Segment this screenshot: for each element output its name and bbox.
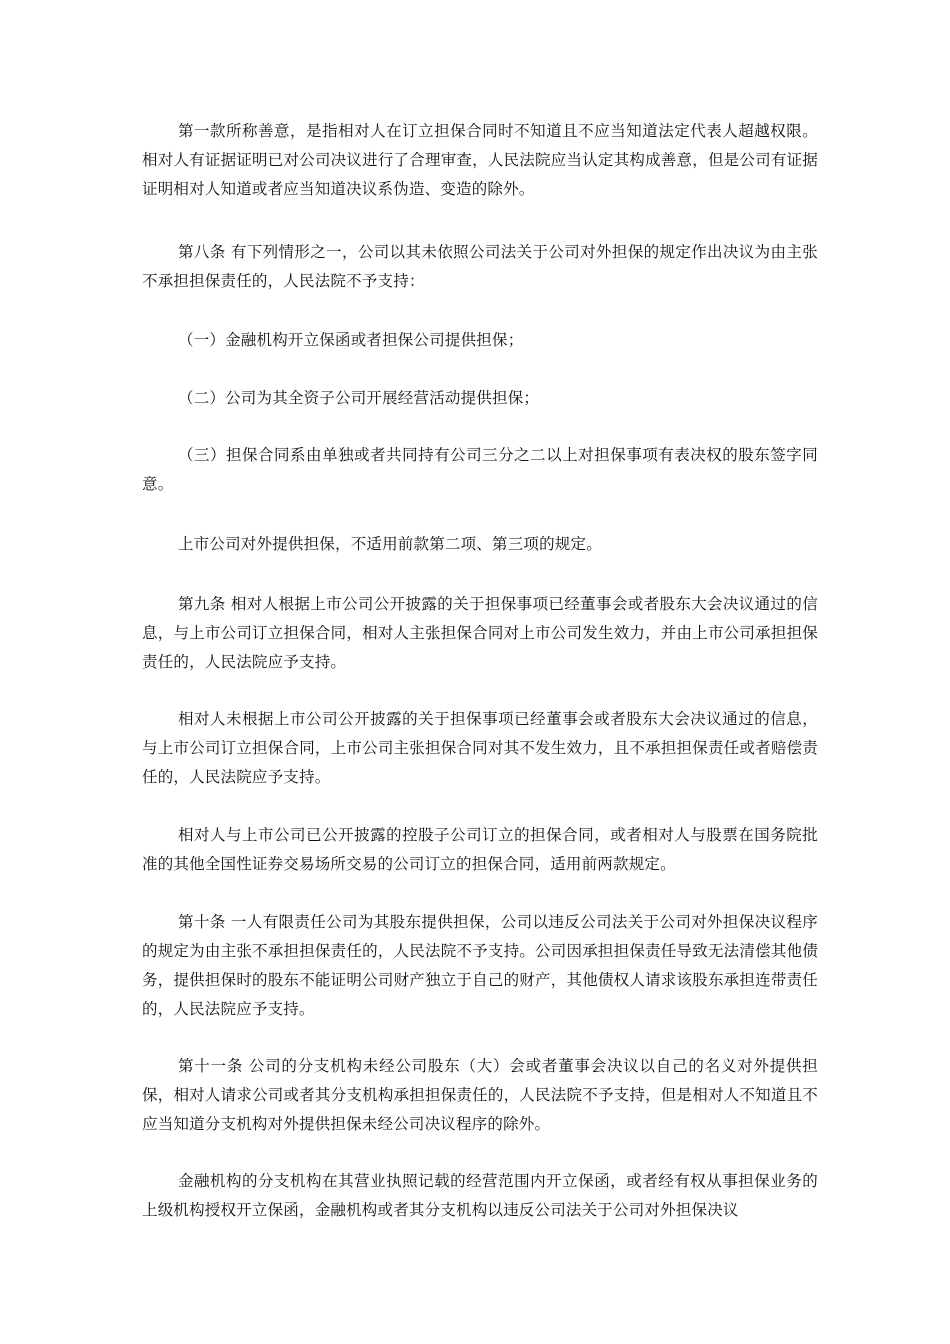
paragraph-financial-branch: 金融机构的分支机构在其营业执照记载的经营范围内开立保函，或者经有权从事担保业务的上级机构授权开立保函，金融机构或者其分支机构以违反公司法关于公司对外担保决议	[142, 1172, 818, 1219]
paragraph-good-faith: 第一款所称善意，是指相对人在订立担保合同时不知道且不应当知道法定代表人超越权限。相对人有证据证明已对公司决议进行了合理审查，人民法院应当认定其构成善意，但是公司有证据证明相对人知道或者应当知道决议系伪造、变造的除外。	[142, 122, 818, 198]
paragraph-listed-company-note: 上市公司对外提供担保，不适用前款第二项、第三项的规定。	[178, 535, 602, 553]
paragraph-article-9: 第九条 相对人根据上市公司公开披露的关于担保事项已经董事会或者股东大会决议通过的信息，与上市公司订立担保合同，相对人主张担保合同对上市公司发生效力，并由上市公司承担担保责任的，人民法院应予支持。	[142, 595, 818, 671]
paragraph-article-10: 第十条 一人有限责任公司为其股东提供担保，公司以违反公司法关于公司对外担保决议程序的规定为由主张不承担担保责任的，人民法院不予支持。公司因承担担保责任导致无法清偿其他债务，提供担保时的股东不能证明公司财产独立于自己的财产，其他债权人请求该股东承担连带责任的，人民法院应予支持。	[142, 913, 818, 1018]
paragraph-article-11: 第十一条 公司的分支机构未经公司股东（大）会或者董事会决议以自己的名义对外提供担保，相对人请求公司或者其分支机构承担担保责任的，人民法院不予支持，但是相对人不知道且不应当知道分支机构对外提供担保未经公司决议程序的除外。	[142, 1057, 818, 1133]
paragraph-article-9-third: 相对人与上市公司已公开披露的控股子公司订立的担保合同，或者相对人与股票在国务院批准的其他全国性证券交易场所交易的公司订立的担保合同，适用前两款规定。	[142, 826, 818, 873]
paragraph-article-9-second: 相对人未根据上市公司公开披露的关于担保事项已经董事会或者股东大会决议通过的信息，与上市公司订立担保合同，上市公司主张担保合同对其不发生效力，且不承担担保责任或者赔偿责任的，人民法院应予支持。	[142, 710, 818, 786]
paragraph-item-3: （三）担保合同系由单独或者共同持有公司三分之二以上对担保事项有表决权的股东签字同意。	[142, 446, 818, 493]
paragraph-item-1: （一）金融机构开立保函或者担保公司提供担保；	[178, 331, 524, 349]
paragraph-item-2: （二）公司为其全资子公司开展经营活动提供担保；	[178, 389, 540, 407]
paragraph-article-8: 第八条 有下列情形之一，公司以其未依照公司法关于公司对外担保的规定作出决议为由主张不承担担保责任的，人民法院不予支持：	[142, 243, 818, 290]
